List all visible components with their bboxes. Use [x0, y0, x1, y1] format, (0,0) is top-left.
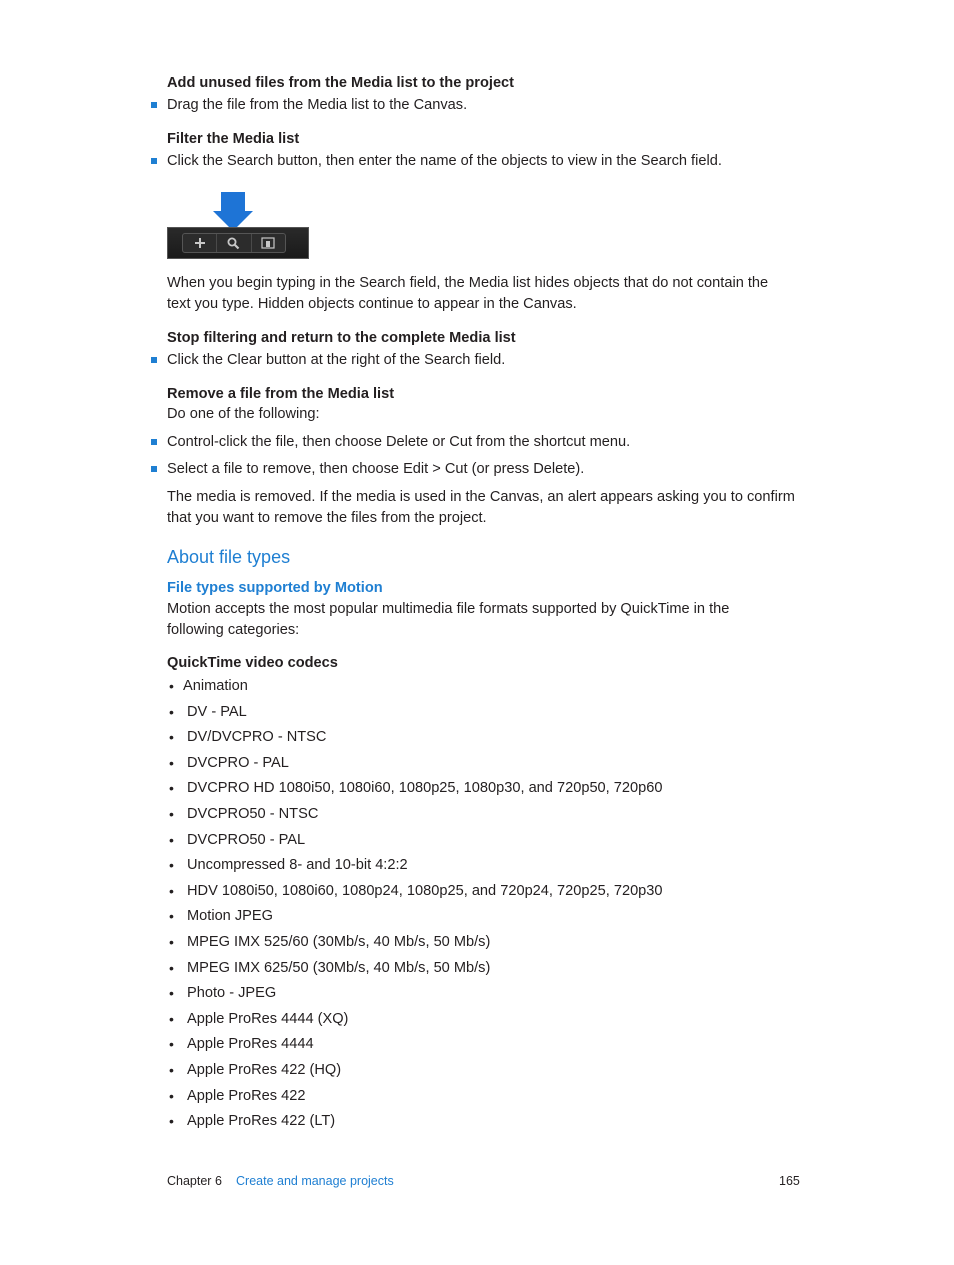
list-bullet: • [169, 1036, 174, 1052]
list-bullet: • [169, 1011, 174, 1027]
list-bullet: • [169, 704, 174, 720]
codec-list-item: DV/DVCPRO - NTSC [187, 729, 327, 745]
codec-list-item: DV - PAL [187, 704, 247, 720]
remove-result-line1: The media is removed. If the media is used in the Canvas, an alert appears asking you to confirm [167, 489, 795, 505]
codec-list-item: Apple ProRes 422 [187, 1088, 306, 1104]
list-bullet: • [169, 832, 174, 848]
filter-step: Click the Search button, then enter the name of the objects to view in the Search field. [167, 153, 722, 169]
media-list-toolbar [167, 227, 309, 259]
list-bullet: • [169, 755, 174, 771]
add-unused-step: Drag the file from the Media list to the Canvas. [167, 97, 468, 113]
list-bullet: • [169, 1062, 174, 1078]
bullet-square [151, 357, 157, 363]
codec-list-item: DVCPRO - PAL [187, 755, 289, 771]
codec-list-item: DVCPRO50 - PAL [187, 832, 306, 848]
list-bullet: • [169, 780, 174, 796]
codec-list-item: Apple ProRes 4444 (XQ) [187, 1011, 349, 1027]
subsection-title: File types supported by Motion [167, 580, 383, 596]
page-number: 165 [779, 1174, 800, 1188]
codec-list-item: Apple ProRes 422 (HQ) [187, 1062, 342, 1078]
filter-note-line1: When you begin typing in the Search field, the Media list hides objects that do not contain the [167, 275, 769, 291]
bullet-square [151, 158, 157, 164]
list-bullet: • [169, 985, 174, 1001]
list-bullet: • [169, 934, 174, 950]
remove-result-line2: that you want to remove the files from the project. [167, 510, 487, 526]
list-bullet: • [169, 729, 174, 745]
codec-list-item: Photo - JPEG [187, 985, 277, 1001]
bullet-square [151, 102, 157, 108]
list-bullet: • [169, 908, 174, 924]
about-intro-line1: Motion accepts the most popular multimedia file formats supported by QuickTime in the [167, 601, 730, 617]
add-unused-heading: Add unused files from the Media list to the project [167, 75, 515, 91]
codec-list-item: HDV 1080i50, 1080i60, 1080p24, 1080p25, and 720p24, 720p25, 720p30 [187, 883, 663, 899]
codec-list-item: Uncompressed 8- and 10-bit 4:2:2 [187, 857, 408, 873]
list-bullet: • [169, 883, 174, 899]
codec-list-item: Apple ProRes 422 (LT) [187, 1113, 336, 1129]
bullet-square [151, 466, 157, 472]
list-bullet: • [169, 806, 174, 822]
filter-heading: Filter the Media list [167, 131, 300, 147]
codec-list-item: MPEG IMX 625/50 (30Mb/s, 40 Mb/s, 50 Mb/s) [187, 960, 491, 976]
codec-list-item: MPEG IMX 525/60 (30Mb/s, 40 Mb/s, 50 Mb/s) [187, 934, 491, 950]
codecs-heading: QuickTime video codecs [167, 655, 338, 671]
codec-list-item: DVCPRO50 - NTSC [187, 806, 319, 822]
remove-step-2: Select a file to remove, then choose Edit > Cut (or press Delete). [167, 461, 585, 477]
about-intro-line2: following categories: [167, 622, 300, 638]
pointer-arrow-icon [221, 192, 245, 212]
toolbar-button-group [182, 233, 286, 253]
filter-note-line2: text you type. Hidden objects continue to appear in the Canvas. [167, 296, 577, 312]
footer-chapter: Chapter 6 [167, 1174, 222, 1188]
codec-list-item: Apple ProRes 4444 [187, 1036, 314, 1052]
add-icon [194, 237, 206, 249]
list-bullet: • [169, 678, 174, 694]
stop-filter-step: Click the Clear button at the right of the Search field. [167, 352, 506, 368]
search-button[interactable] [217, 234, 251, 252]
remove-intro: Do one of the following: [167, 406, 320, 422]
remove-step-1: Control-click the file, then choose Delete or Cut from the shortcut menu. [167, 434, 631, 450]
list-bullet: • [169, 857, 174, 873]
search-icon [227, 237, 240, 250]
codec-list-item: Animation [183, 678, 248, 694]
section-title: About file types [167, 547, 291, 567]
list-bullet: • [169, 1088, 174, 1104]
remove-heading: Remove a file from the Media list [167, 386, 395, 402]
bullet-square [151, 439, 157, 445]
list-bullet: • [169, 1113, 174, 1129]
media-browser-button[interactable] [252, 234, 285, 252]
list-bullet: • [169, 960, 174, 976]
codec-list-item: DVCPRO HD 1080i50, 1080i60, 1080p25, 1080p30, and 720p50, 720p60 [187, 780, 663, 796]
media-browser-icon [261, 237, 275, 249]
footer-chapter-link[interactable]: Create and manage projects [236, 1174, 394, 1188]
codec-list-item: Motion JPEG [187, 908, 273, 924]
add-button[interactable] [183, 234, 217, 252]
stop-filter-heading: Stop filtering and return to the complete Media list [167, 330, 516, 346]
